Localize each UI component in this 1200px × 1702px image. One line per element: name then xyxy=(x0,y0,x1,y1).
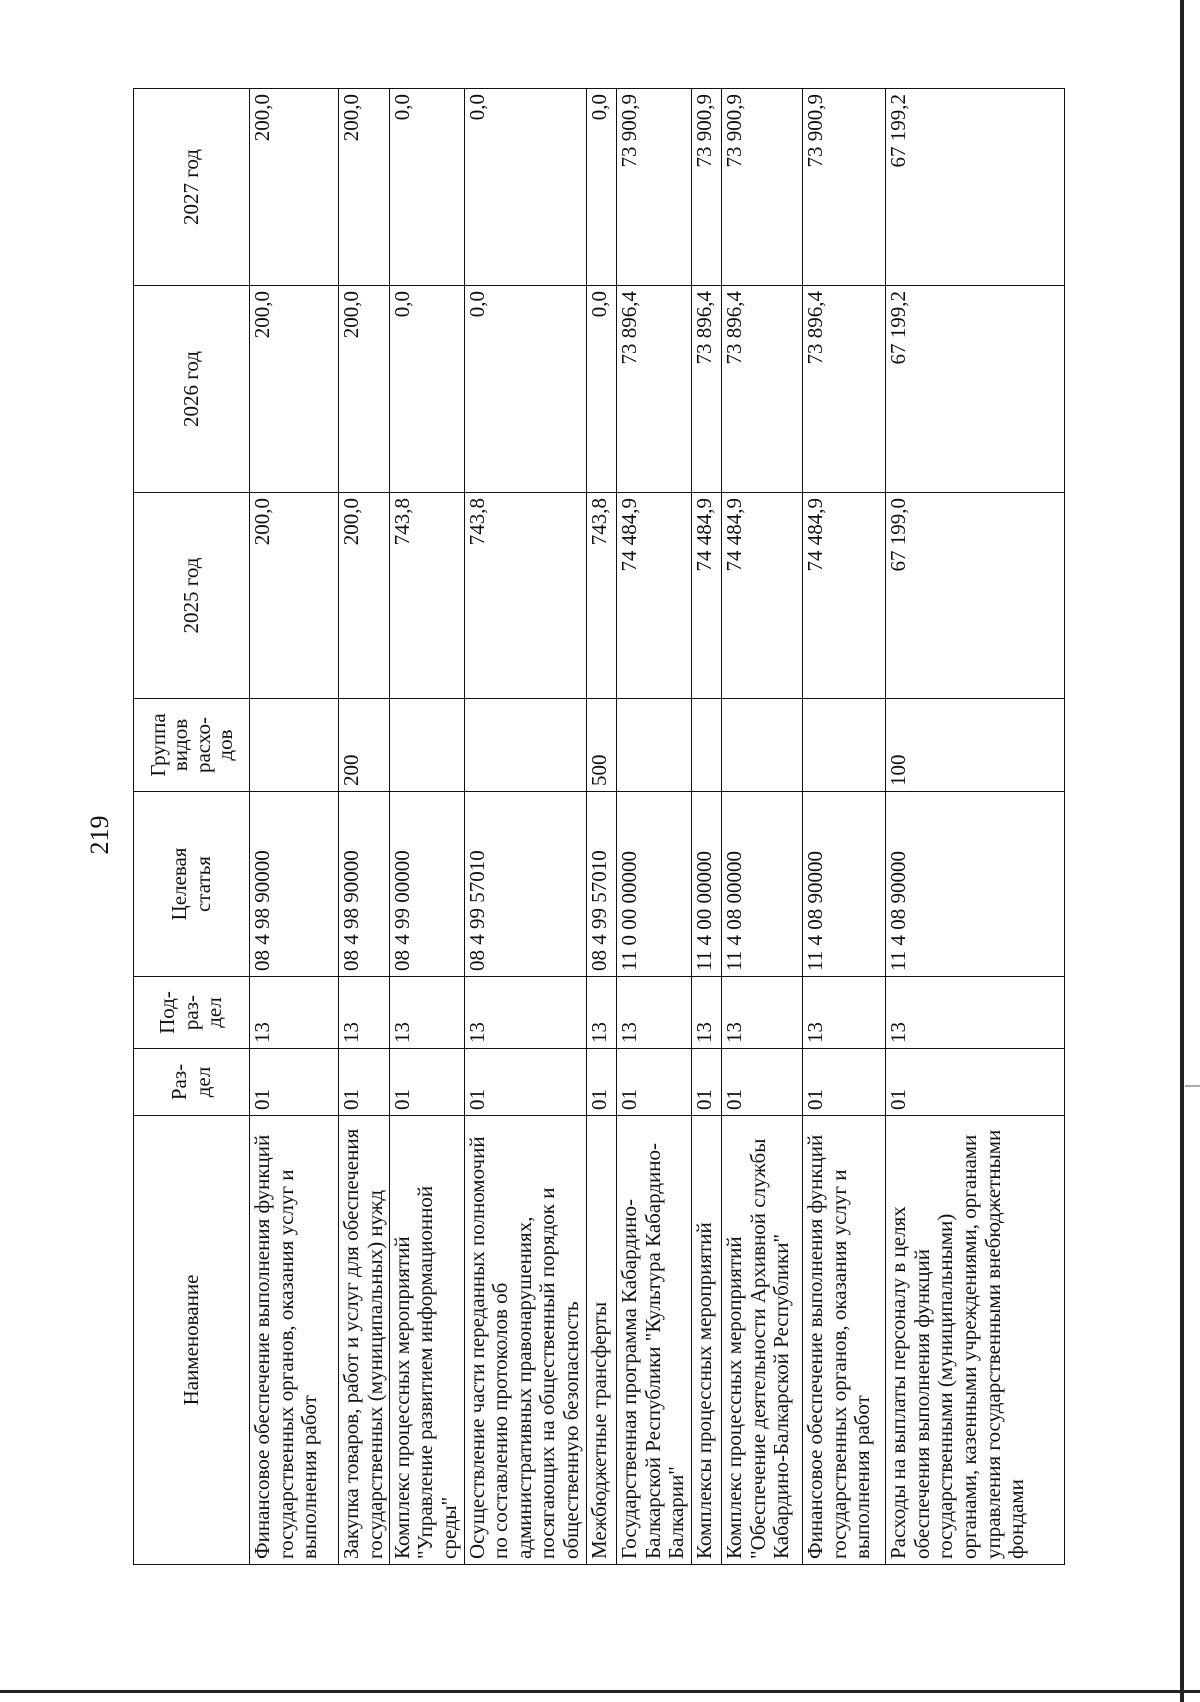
row-value-2026: 67 199,2 xyxy=(886,286,1065,493)
table-row xyxy=(586,89,616,1565)
row-razdel: 01 xyxy=(250,1049,339,1116)
table-header-row xyxy=(134,89,250,1565)
header-cel-statya: Целевая статья xyxy=(134,792,250,977)
row-value-2026: 0,0 xyxy=(464,286,586,493)
row-podrazdel: 13 xyxy=(464,977,586,1049)
row-value-2025: 743,8 xyxy=(586,493,616,699)
row-value-2025: 200,0 xyxy=(250,493,339,699)
row-name: Комплексы процессных мероприятий xyxy=(691,1116,721,1565)
row-razdel: 01 xyxy=(722,1049,803,1116)
row-value-2025: 74 484,9 xyxy=(617,493,692,699)
row-value-2027: 0,0 xyxy=(464,89,586,286)
row-value-2025: 200,0 xyxy=(339,493,390,699)
row-value-2026: 0,0 xyxy=(586,286,616,493)
table-row xyxy=(250,89,339,1565)
row-name: Государственная программа Кабардино-Балкарской Республики "Культура Кабардино-Балкарии" xyxy=(617,1116,692,1565)
row-cel-statya: 11 4 08 90000 xyxy=(803,792,886,977)
row-razdel: 01 xyxy=(339,1049,390,1116)
row-vid-rashodov xyxy=(803,699,886,792)
row-name: Межбюджетные трансферты xyxy=(586,1116,616,1565)
row-razdel: 01 xyxy=(691,1049,721,1116)
row-cel-statya: 11 0 00 00000 xyxy=(617,792,692,977)
row-value-2027: 0,0 xyxy=(389,89,464,286)
scan-edge-vertical xyxy=(1180,0,1184,1702)
row-cel-statya: 11 4 08 90000 xyxy=(886,792,1065,977)
row-podrazdel: 13 xyxy=(389,977,464,1049)
row-vid-rashodov xyxy=(722,699,803,792)
row-vid-rashodov: 200 xyxy=(339,699,390,792)
row-podrazdel: 13 xyxy=(803,977,886,1049)
row-cel-statya: 08 4 99 57010 xyxy=(464,792,586,977)
table-row xyxy=(691,89,721,1565)
row-name: Осуществление части переданных полномочий по составлению протоколов об административных правонарушениях, посягающих на общественный порядок и общественную безопасность xyxy=(464,1116,586,1565)
row-cel-statya: 08 4 98 90000 xyxy=(250,792,339,977)
row-razdel: 01 xyxy=(886,1049,1065,1116)
row-podrazdel: 13 xyxy=(886,977,1065,1049)
row-value-2025: 74 484,9 xyxy=(803,493,886,699)
row-cel-statya: 11 4 00 00000 xyxy=(691,792,721,977)
table-row xyxy=(389,89,464,1565)
row-cel-statya: 08 4 99 57010 xyxy=(586,792,616,977)
row-name: Комплекс процессных мероприятий "Управление развитием информационной среды" xyxy=(389,1116,464,1565)
row-value-2027: 200,0 xyxy=(250,89,339,286)
row-podrazdel: 13 xyxy=(617,977,692,1049)
row-value-2027: 73 900,9 xyxy=(617,89,692,286)
row-value-2025: 74 484,9 xyxy=(722,493,803,699)
row-value-2026: 0,0 xyxy=(389,286,464,493)
scan-edge-horizontal xyxy=(0,1690,1200,1693)
table-row xyxy=(617,89,692,1565)
row-name: Закупка товаров, работ и услуг для обеспечения государственных (муниципальных) нужд xyxy=(339,1116,390,1565)
row-value-2025: 743,8 xyxy=(389,493,464,699)
row-value-2027: 67 199,2 xyxy=(886,89,1065,286)
row-vid-rashodov xyxy=(464,699,586,792)
row-name: Расходы на выплаты персоналу в целях обеспечения выполнения функций государственными (муниципальными) органами, казенными учреждениями, органами управления государственными внебюджетными фондами xyxy=(886,1116,1065,1565)
row-name: Финансовое обеспечение выполнения функций государственных органов, оказания услуг и выполнения работ xyxy=(250,1116,339,1565)
row-value-2026: 73 896,4 xyxy=(722,286,803,493)
header-podrazdel: Под- раз- дел xyxy=(134,977,250,1049)
row-cel-statya: 11 4 08 00000 xyxy=(722,792,803,977)
row-razdel: 01 xyxy=(464,1049,586,1116)
header-2027: 2027 год xyxy=(134,89,250,286)
budget-table-rotated xyxy=(133,89,1065,1565)
row-vid-rashodov xyxy=(691,699,721,792)
row-cel-statya: 08 4 98 90000 xyxy=(339,792,390,977)
header-name: Наименование xyxy=(134,1116,250,1565)
header-vid-rashodov: Группа видов расхо- дов xyxy=(134,699,250,792)
table-row xyxy=(722,89,803,1565)
row-value-2026: 200,0 xyxy=(339,286,390,493)
table-row xyxy=(339,89,390,1565)
row-vid-rashodov xyxy=(250,699,339,792)
row-value-2025: 74 484,9 xyxy=(691,493,721,699)
header-2025: 2025 год xyxy=(134,493,250,699)
table-row xyxy=(464,89,586,1565)
row-value-2027: 0,0 xyxy=(586,89,616,286)
row-razdel: 01 xyxy=(803,1049,886,1116)
row-razdel: 01 xyxy=(586,1049,616,1116)
row-value-2025: 67 199,0 xyxy=(886,493,1065,699)
header-razdel: Раз- дел xyxy=(134,1049,250,1116)
row-vid-rashodov xyxy=(617,699,692,792)
row-value-2026: 73 896,4 xyxy=(691,286,721,493)
row-razdel: 01 xyxy=(389,1049,464,1116)
budget-table xyxy=(133,88,1065,1565)
row-podrazdel: 13 xyxy=(586,977,616,1049)
row-name: Финансовое обеспечение выполнения функций государственных органов, оказания услуг и выполнения работ xyxy=(803,1116,886,1565)
row-value-2027: 73 900,9 xyxy=(691,89,721,286)
table-row xyxy=(803,89,886,1565)
row-value-2027: 200,0 xyxy=(339,89,390,286)
row-name: Комплекс процессных мероприятий "Обеспечение деятельности Архивной службы Кабардино-Балкарской Республики" xyxy=(722,1116,803,1565)
row-cel-statya: 08 4 99 00000 xyxy=(389,792,464,977)
row-podrazdel: 13 xyxy=(339,977,390,1049)
row-podrazdel: 13 xyxy=(691,977,721,1049)
row-podrazdel: 13 xyxy=(722,977,803,1049)
row-podrazdel: 13 xyxy=(250,977,339,1049)
row-vid-rashodov: 100 xyxy=(886,699,1065,792)
row-value-2027: 73 900,9 xyxy=(803,89,886,286)
row-razdel: 01 xyxy=(617,1049,692,1116)
row-value-2026: 73 896,4 xyxy=(617,286,692,493)
page-number: 219 xyxy=(85,815,114,855)
row-vid-rashodov xyxy=(389,699,464,792)
row-value-2025: 743,8 xyxy=(464,493,586,699)
row-value-2026: 200,0 xyxy=(250,286,339,493)
header-2026: 2026 год xyxy=(134,286,250,493)
scan-mark xyxy=(1185,1085,1200,1087)
row-value-2027: 73 900,9 xyxy=(722,89,803,286)
row-vid-rashodov: 500 xyxy=(586,699,616,792)
row-value-2026: 73 896,4 xyxy=(803,286,886,493)
table-row xyxy=(886,89,1065,1565)
